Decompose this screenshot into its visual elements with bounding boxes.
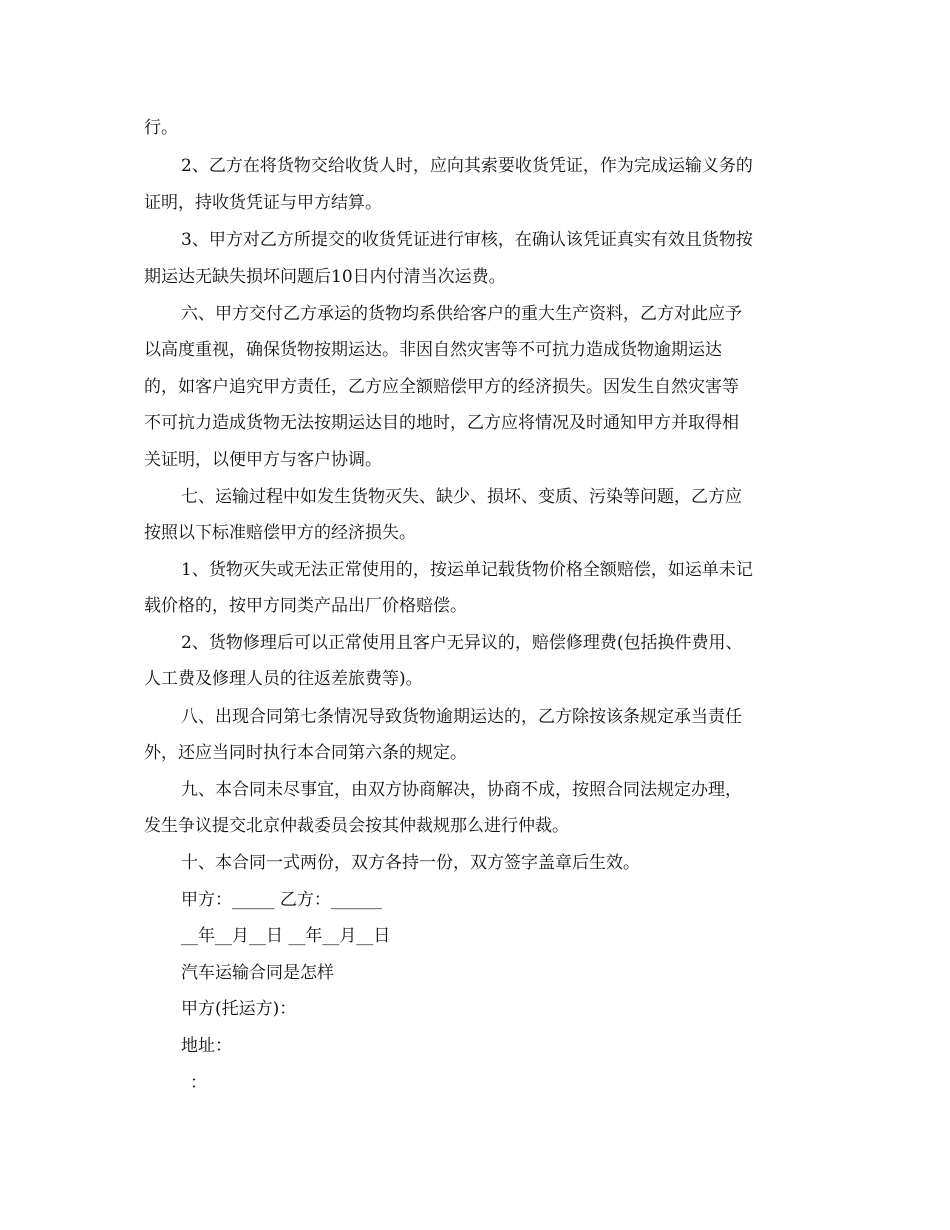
signature-line: 甲方：_____ 乙方：______ [181, 890, 382, 910]
text-line: 证明，持收货凭证与甲方结算。 [144, 193, 382, 213]
paragraph-line: 十、本合同一式两份，双方各持一份，双方签字盖章后生效。 [181, 853, 640, 873]
paragraph-line: 八、出现合同第七条情况导致货物逾期运达的，乙方除按该条规定承当责任 [181, 707, 742, 727]
text-line: 的，如客户追究甲方责任，乙方应全额赔偿甲方的经济损失。因发生自然灾害等 [144, 377, 739, 397]
section-title: 汽车运输合同是怎样 [181, 963, 334, 983]
text-line: 关证明，以便甲方与客户协调。 [144, 450, 382, 470]
text-line: 载价格的，按甲方同类产品出厂价格赔偿。 [144, 596, 467, 616]
text-line: 发生争议提交北京仲裁委员会按其仲裁规那么进行仲裁。 [144, 816, 569, 836]
paragraph-line: 六、甲方交付乙方承运的货物均系供给客户的重大生产资料，乙方对此应予 [181, 304, 742, 324]
party-label: 甲方(托运方)： [181, 999, 297, 1019]
paragraph-line: 2、乙方在将货物交给收货人时，应向其索要收货凭证，作为完成运输义务的 [181, 156, 753, 176]
text-line: 按照以下标准赔偿甲方的经济损失。 [144, 523, 416, 543]
paragraph-line: 九、本合同未尽事宜，由双方协商解决，协商不成，按照合同法规定办理， [181, 780, 742, 800]
text-line: 行。 [144, 118, 178, 138]
date-line: __年__月__日 __年__月__日 [181, 926, 391, 946]
text-line: 外，还应当同时执行本合同第六条的规定。 [144, 743, 467, 763]
address-label: 地址： [181, 1036, 232, 1056]
paragraph-line: 2、货物修理后可以正常使用且客户无异议的，赔偿修理费(包括换件费用、 [181, 633, 743, 653]
text-line: 不可抗力造成货物无法按期运达目的地时，乙方应将情况及时通知甲方并取得相 [144, 413, 739, 433]
colon-line: ： [190, 1073, 207, 1093]
paragraph-line: 1、货物灭失或无法正常使用的，按运单记载货物价格全额赔偿，如运单未记 [181, 560, 753, 580]
paragraph-line: 3、甲方对乙方所提交的收货凭证进行审核，在确认该凭证真实有效且货物按 [181, 230, 753, 250]
text-line: 以高度重视，确保货物按期运达。非因自然灾害等不可抗力造成货物逾期运达 [144, 340, 722, 360]
text-line: 人工费及修理人员的往返差旅费等)。 [144, 669, 423, 689]
text-line: 期运达无缺失损坏问题后10日内付清当次运费。 [144, 267, 506, 287]
paragraph-line: 七、运输过程中如发生货物灭失、缺少、损坏、变质、污染等问题，乙方应 [181, 487, 742, 507]
